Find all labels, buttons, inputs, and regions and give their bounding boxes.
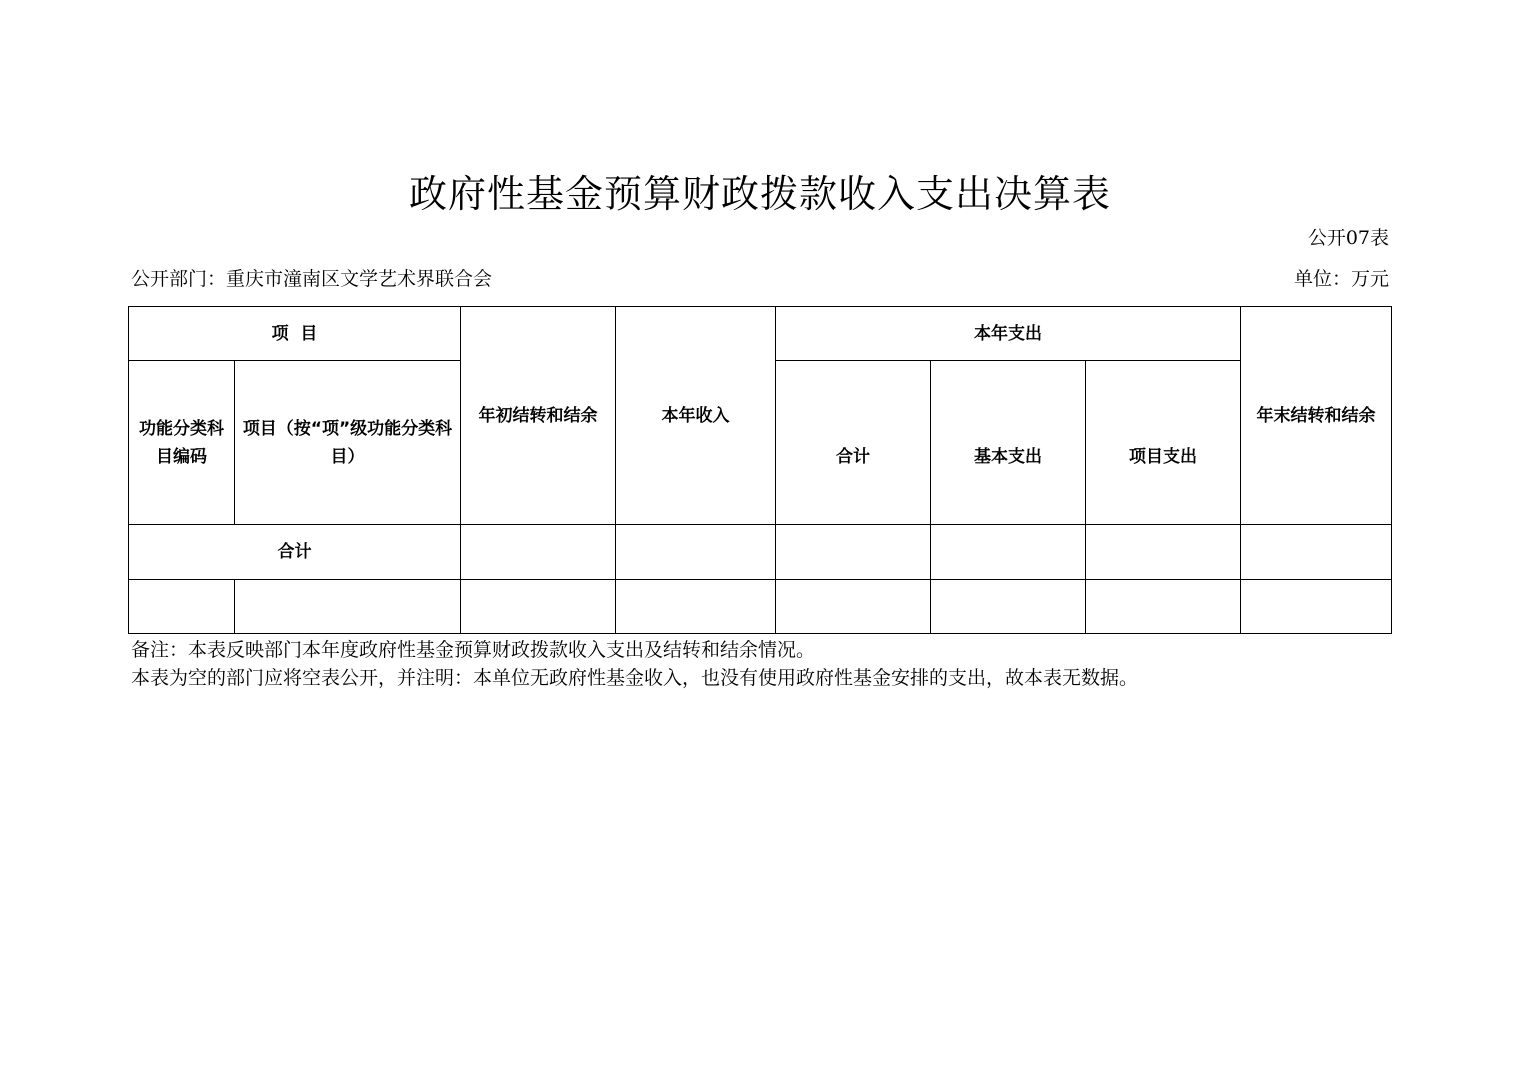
header-exp-project: 项目支出 [1086, 361, 1241, 525]
total-current-income [616, 525, 776, 580]
total-exp-basic [931, 525, 1086, 580]
total-label: 合计 [129, 525, 461, 580]
table-row [129, 580, 1392, 634]
row-func-code [129, 580, 235, 634]
header-exp-total: 合计 [776, 361, 931, 525]
header-end-balance: 年末结转和结余 [1241, 307, 1392, 525]
header-func-code: 功能分类科目编码 [129, 361, 235, 525]
header-item: 项 目 [129, 307, 461, 361]
header-row-1 [129, 307, 1392, 361]
row-exp-total [776, 580, 931, 634]
header-current-income: 本年收入 [616, 307, 776, 525]
notes [131, 636, 1138, 692]
note-line-1: 备注：本表反映部门本年度政府性基金预算财政拨款收入支出及结转和结余情况。 [131, 639, 816, 661]
note-line-2: 本表为空的部门应将空表公开，并注明：本单位无政府性基金收入，也没有使用政府性基金安排的支出，故本表无数据。 [131, 667, 1139, 689]
total-end-balance [1241, 525, 1392, 580]
total-begin-balance [461, 525, 616, 580]
page-title: 政府性基金预算财政拨款收入支出决算表 [408, 172, 1111, 216]
total-row [129, 525, 1392, 580]
header-exp-basic: 基本支出 [931, 361, 1086, 525]
row-begin-balance [461, 580, 616, 634]
row-exp-project [1086, 580, 1241, 634]
budget-table [128, 306, 1392, 634]
header-current-expense: 本年支出 [776, 307, 1241, 361]
row-item-name [235, 580, 461, 634]
row-exp-basic [931, 580, 1086, 634]
header-begin-balance: 年初结转和结余 [461, 307, 616, 525]
table-number: 公开07表 [1307, 227, 1389, 249]
row-end-balance [1241, 580, 1392, 634]
department-label: 公开部门：重庆市潼南区文学艺术界联合会 [131, 268, 493, 290]
total-exp-total [776, 525, 931, 580]
unit-label: 单位：万元 [1293, 268, 1389, 290]
total-exp-project [1086, 525, 1241, 580]
row-current-income [616, 580, 776, 634]
header-item-name: 项目（按“项”级功能分类科目） [235, 361, 461, 525]
